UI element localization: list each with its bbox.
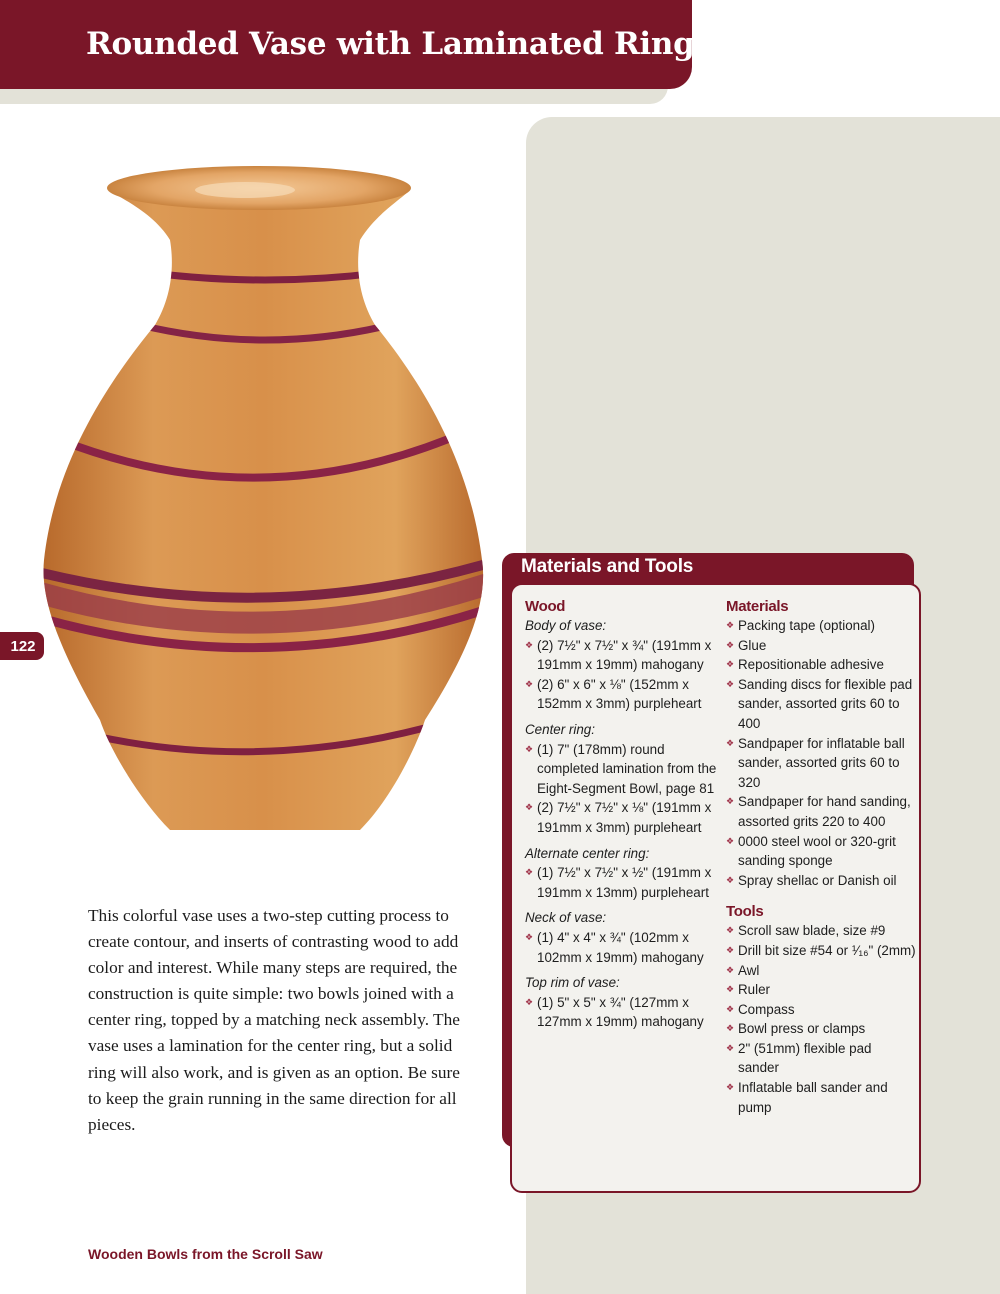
list-item: ❖ 2" (51mm) flexible pad sander <box>726 1040 872 1076</box>
materials-tools-column <box>726 597 916 1117</box>
diamond-bullet-icon: ❖ <box>726 737 735 748</box>
wood-group-neck <box>525 908 720 967</box>
materials-tools-title: Materials and Tools <box>521 556 694 577</box>
list-item: ❖ (2) 6" x 6" x ⅛" (152mm x 152mm x 3mm) purpleheart <box>525 676 702 712</box>
list-item: ❖ (1) 5" x 5" x ¾" (127mm x 127mm x 19mm) mahogany <box>525 994 704 1030</box>
list-item: ❖ Scroll saw blade, size #9 <box>726 921 916 941</box>
wood-group-center-ring <box>525 720 720 838</box>
wood-heading: Wood <box>525 598 566 615</box>
wood-group-body <box>525 616 720 714</box>
list-item: ❖ Compass <box>726 1000 916 1020</box>
vase-image <box>30 160 500 850</box>
diamond-bullet-icon: ❖ <box>726 925 735 936</box>
list-item: ❖ Repositionable adhesive <box>726 655 916 675</box>
list-item: ❖ (2) 7½" x 7½" x ¾" (191mm x 191mm x 19mm) mahogany <box>525 637 712 673</box>
book-title-footer: Wooden Bowls from the Scroll Saw <box>88 1246 323 1262</box>
materials-list <box>726 616 916 890</box>
diamond-bullet-icon: ❖ <box>726 796 735 807</box>
wood-group-label: Body of vase: <box>525 618 607 633</box>
wood-column <box>525 597 720 1038</box>
diamond-bullet-icon: ❖ <box>726 874 735 885</box>
diamond-bullet-icon: ❖ <box>726 1003 735 1014</box>
wood-group-alternate-ring <box>525 844 720 903</box>
diamond-bullet-icon: ❖ <box>726 944 735 955</box>
list-item: ❖ Awl <box>726 961 916 981</box>
wood-group-label: Alternate center ring: <box>525 845 650 861</box>
diamond-bullet-icon: ❖ <box>525 802 534 813</box>
diamond-bullet-icon: ❖ <box>726 964 735 975</box>
list-item: ❖ Sandpaper for hand sanding, assorted grits 220 to 400 <box>726 794 911 829</box>
wood-group-label: Top rim of vase: <box>525 975 620 991</box>
list-item: ❖ 0000 steel wool or 320-grit sanding sponge <box>726 833 896 869</box>
list-item: ❖ Packing tape (optional) <box>726 616 916 636</box>
diamond-bullet-icon: ❖ <box>525 867 534 878</box>
diamond-bullet-icon: ❖ <box>726 678 735 689</box>
diamond-bullet-icon: ❖ <box>525 743 534 754</box>
wood-group-label: Neck of vase: <box>525 910 607 926</box>
wood-group-label: Center ring: <box>525 721 595 737</box>
materials-heading: Materials <box>726 598 789 615</box>
list-item: ❖ (1) 7½" x 7½" x ½" (191mm x 191mm x 13mm) purpleheart <box>525 865 712 900</box>
diamond-bullet-icon: ❖ <box>525 931 534 942</box>
diamond-bullet-icon: ❖ <box>726 659 735 670</box>
diamond-bullet-icon: ❖ <box>726 835 735 846</box>
list-item: ❖ (2) 7½" x 7½" x ⅛" (191mm x 191mm x 3mm) purpleheart <box>525 800 712 835</box>
diamond-bullet-icon: ❖ <box>726 1082 735 1093</box>
vase-photo <box>30 160 500 850</box>
wood-group-top-rim <box>525 973 720 1032</box>
list-item: ❖ Sanding discs for flexible pad sander, assorted grits 60 to 400 <box>726 676 913 731</box>
tools-heading: Tools <box>726 903 764 921</box>
diamond-bullet-icon: ❖ <box>525 639 534 650</box>
list-item: ❖ Spray shellac or Danish oil <box>726 871 916 891</box>
list-item: ❖ Inflatable ball sander and pump <box>726 1080 888 1115</box>
materials-tools-card <box>510 583 921 1193</box>
list-item: ❖ Ruler <box>726 980 916 1000</box>
diamond-bullet-icon: ❖ <box>726 1042 735 1053</box>
title-bar <box>0 0 712 89</box>
list-item: ❖ Drill bit size #54 or ¹⁄₁₆" (2mm) <box>726 941 916 961</box>
list-item: ❖ (1) 4" x 4" x ¾" (102mm x 102mm x 19mm) mahogany <box>525 929 704 965</box>
list-item: ❖ Glue <box>726 636 916 656</box>
diamond-bullet-icon: ❖ <box>525 678 534 689</box>
page-title: Rounded Vase with Laminated Rings <box>86 26 712 62</box>
tools-list <box>726 921 916 1117</box>
diamond-bullet-icon: ❖ <box>525 996 534 1007</box>
page-number-tab: 122 <box>0 632 44 660</box>
list-item: ❖ Bowl press or clamps <box>726 1019 916 1039</box>
diamond-bullet-icon: ❖ <box>726 620 735 630</box>
intro-paragraph: This colorful vase uses a two-step cutting process to create contour, and inserts of contrasting wood to add color and interest. While many steps are required, the construction is quite simple: two bowls joined with a center ring, topped by a matching neck assembly. The vase uses a lamination for the center ring, but a solid ring will also work, and is given as an option. Be sure to keep the grain running in the same direction for all pieces. <box>88 906 460 1134</box>
diamond-bullet-icon: ❖ <box>726 984 735 995</box>
list-item: ❖ (1) 7" (178mm) round completed lamination from the Eight-Segment Bowl, page 81 <box>525 741 717 796</box>
list-item: ❖ Sandpaper for inflatable ball sander, assorted grits 60 to 320 <box>726 735 905 790</box>
diamond-bullet-icon: ❖ <box>726 1023 735 1034</box>
diamond-bullet-icon: ❖ <box>726 639 735 650</box>
